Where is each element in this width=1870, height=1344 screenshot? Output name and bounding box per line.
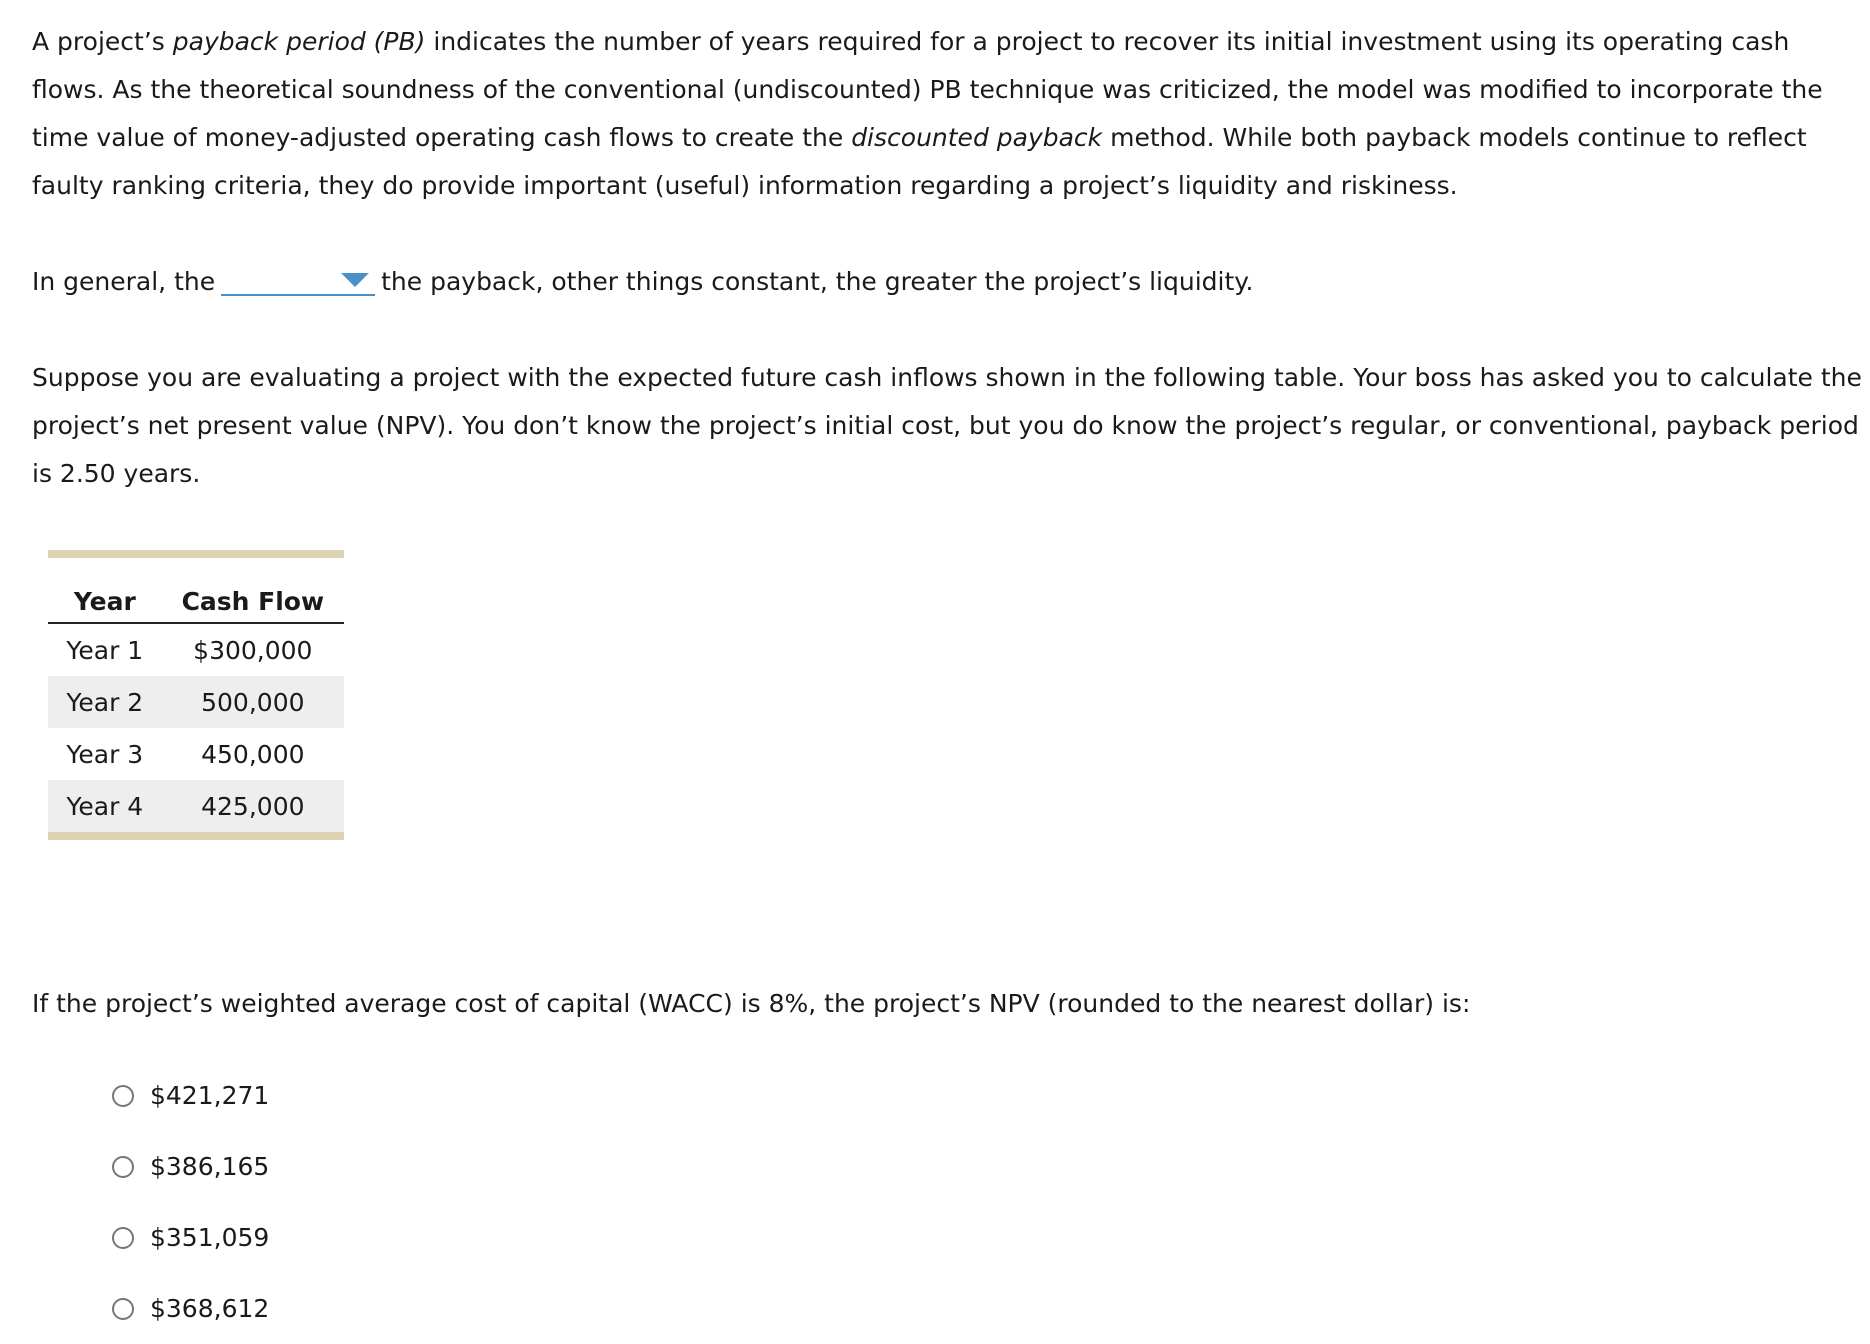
answer-option-3[interactable]: [112, 1202, 269, 1273]
answer-option-2[interactable]: [112, 1131, 269, 1202]
table-row: [48, 623, 344, 676]
column-header-cash-flow: Cash Flow: [162, 554, 344, 623]
dropdown-sentence-before: In general, the: [32, 267, 216, 296]
intro-term-payback-period: payback period (PB): [172, 27, 426, 56]
intro-text: method. While both payback models continue to reflect faulty ranking criteria, they do provide important (useful) information regarding a project’s liquidity and riskiness.: [32, 123, 1807, 200]
year-cell: Year 3: [66, 739, 144, 769]
answer-option-1[interactable]: [112, 1060, 269, 1131]
option-label: $368,612: [150, 1294, 270, 1323]
cash-flow-table: [48, 550, 344, 840]
intro-text: A project’s: [32, 27, 173, 56]
option-label: $351,059: [150, 1223, 270, 1252]
cash-flow-cell: 450,000: [201, 739, 305, 769]
scenario-paragraph: Suppose you are evaluating a project with the expected future cash inflows shown in the following table. Your boss has asked you to calculate the project’s net present value (NPV). You don’t know the project’s initial cost, but you do know the project’s regular, or conventional, payback period is 2.50 years.: [32, 363, 1862, 488]
answer-option-4[interactable]: [112, 1273, 269, 1344]
chevron-down-icon: [341, 273, 369, 287]
table-header-row: [48, 554, 344, 623]
option-label: $421,271: [150, 1081, 270, 1110]
answer-options: [112, 1060, 269, 1344]
year-cell: Year 1: [66, 635, 144, 665]
table-row: [48, 728, 344, 780]
radio-button[interactable]: [112, 1298, 134, 1320]
npv-question: If the project’s weighted average cost of capital (WACC) is 8%, the project’s NPV (rounded to the nearest dollar) is:: [32, 989, 1471, 1018]
column-header-year: Year: [48, 554, 162, 623]
radio-button[interactable]: [112, 1085, 134, 1107]
dropdown-sentence: [32, 258, 1862, 306]
dropdown-sentence-after: the payback, other things constant, the greater the project’s liquidity.: [381, 267, 1254, 296]
cash-flow-cell: 500,000: [162, 676, 344, 728]
intro-text: indicates the number of years required for a project to recover its initial investment using its operating cash flows. As the theoretical soundness of the conventional (undiscounted) PB technique was criticized, the model was modified to incorporate the time value of money-adjusted operating cash flows to create the: [32, 27, 1823, 152]
table-row: [48, 780, 344, 836]
year-cell: Year 4: [48, 780, 162, 836]
option-label: $386,165: [150, 1152, 270, 1181]
year-cell: Year 2: [48, 676, 162, 728]
question-content: [32, 18, 1862, 498]
table-row: [48, 676, 344, 728]
radio-button[interactable]: [112, 1156, 134, 1178]
cash-flow-cell: 425,000: [162, 780, 344, 836]
intro-term-discounted-payback: discounted payback: [851, 123, 1103, 152]
answer-dropdown[interactable]: [221, 264, 375, 296]
cash-flow-cell: $300,000: [193, 635, 313, 665]
intro-paragraph: [32, 18, 1862, 210]
radio-button[interactable]: [112, 1227, 134, 1249]
